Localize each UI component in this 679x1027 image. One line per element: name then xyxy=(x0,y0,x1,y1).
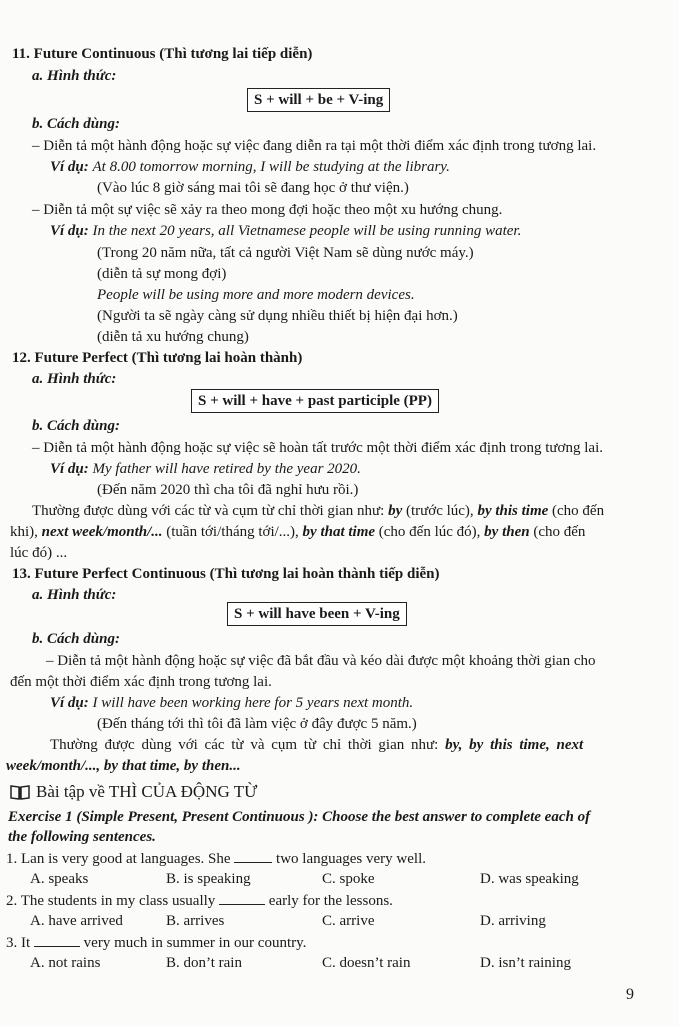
question-text: 1. Lan is very good at languages. She xyxy=(6,851,231,867)
q1-option-b: B. is speaking xyxy=(166,871,251,887)
signal-text: (cho đến xyxy=(533,524,586,540)
signal-text: Thường được dùng với các từ và cụm từ chỉ thời gian như: xyxy=(32,503,385,519)
question-1 xyxy=(6,848,426,869)
example-english: My father will have retired by the year 2020. xyxy=(92,461,361,477)
q1-option-a: A. speaks xyxy=(30,871,89,887)
signal-text: khi), xyxy=(10,524,38,540)
section-12-example-1-translation: (Đến năm 2020 thì cha tôi đã nghỉ hưu rồi.) xyxy=(97,482,359,498)
q2-option-b: B. arrives xyxy=(166,913,225,929)
q1-option-d: D. was speaking xyxy=(480,871,579,887)
section-11-form-label: a. Hình thức: xyxy=(32,68,117,84)
example-label: Ví dụ: xyxy=(50,223,89,239)
section-11-example-3: People will be using more and more modern devices. xyxy=(97,287,415,303)
answer-blank xyxy=(34,932,80,947)
signal-text: (cho đến lúc đó), xyxy=(378,524,481,540)
signal-term: by that time xyxy=(302,524,376,540)
example-label: Ví dụ: xyxy=(50,695,89,711)
signal-text: (tuần tới/tháng tới/...), xyxy=(166,524,299,540)
question-text: 2. The students in my class usually xyxy=(6,893,216,909)
section-12-form-label: a. Hình thức: xyxy=(32,371,117,387)
page-number: 9 xyxy=(626,986,634,1003)
section-12-usage-label: b. Cách dùng: xyxy=(32,418,120,434)
signal-text: (trước lúc), xyxy=(405,503,474,519)
signal-term: by this time xyxy=(477,503,549,519)
question-text: very much in summer in our country. xyxy=(83,935,307,951)
section-12-signal-line-3: lúc đó) ... xyxy=(10,545,68,561)
section-11-example-3-translation: (Người ta sẽ ngày càng sử dụng nhiều thiết bị hiện đại hơn.) xyxy=(97,308,458,324)
section-13-example-1-translation: (Đến tháng tới thì tôi đã làm việc ở đây được 5 năm.) xyxy=(97,716,417,732)
section-11-formula: S + will + be + V-ing xyxy=(247,88,390,112)
example-label: Ví dụ: xyxy=(50,159,89,175)
q3-option-b: B. don’t rain xyxy=(166,955,242,971)
question-3 xyxy=(6,932,306,953)
section-11-use-2: – Diễn tả một sự việc sẽ xảy ra theo mong đợi hoặc theo một xu hướng chung. xyxy=(32,202,503,218)
section-11-example-2-translation: (Trong 20 năm nữa, tất cả người Việt Nam sẽ dùng nước máy.) xyxy=(97,245,474,261)
section-11-example-1 xyxy=(50,157,450,177)
section-11-usage-label: b. Cách dùng: xyxy=(32,116,120,132)
section-13-signal-line-2: week/month/..., by that time, by then... xyxy=(6,758,241,774)
section-13-usage-label: b. Cách dùng: xyxy=(32,631,120,647)
section-13-title: 13. Future Perfect Continuous (Thì tương lai hoàn thành tiếp diễn) xyxy=(12,566,440,582)
signal-term: by xyxy=(388,503,403,519)
example-label: Ví dụ: xyxy=(50,461,89,477)
exercise-1-title-b: the following sentences. xyxy=(8,829,156,845)
section-11-use-1: – Diễn tả một hành động hoặc sự việc đang diễn ra tại một thời điểm xác định trong tương lai. xyxy=(32,138,597,154)
example-english: In the next 20 years, all Vietnamese people will be using running water. xyxy=(92,223,522,239)
example-english: At 8.00 tomorrow morning, I will be studying at the library. xyxy=(92,159,450,175)
signal-term: by, by this time, next xyxy=(445,737,584,753)
signal-text: (cho đến xyxy=(552,503,605,519)
section-12-signal-line-1 xyxy=(32,501,604,521)
section-13-example-1 xyxy=(50,693,413,713)
section-12-example-1 xyxy=(50,459,361,479)
exercise-heading xyxy=(10,780,257,807)
q3-option-d: D. isn’t raining xyxy=(480,955,571,971)
section-13-form-label: a. Hình thức: xyxy=(32,587,117,603)
section-11-title: 11. Future Continuous (Thì tương lai tiếp diễn) xyxy=(12,46,313,62)
signal-text: Thường được dùng với các từ và cụm từ chỉ thời gian như: xyxy=(50,737,439,753)
book-icon xyxy=(10,783,30,807)
q2-option-d: D. arriving xyxy=(480,913,546,929)
q1-option-c: C. spoke xyxy=(322,871,375,887)
section-13-use-1b: đến một thời điểm xác định trong tương lai. xyxy=(10,674,272,690)
section-12-formula: S + will + have + past participle (PP) xyxy=(191,389,439,413)
section-11-example-2 xyxy=(50,221,521,241)
question-2 xyxy=(6,890,393,911)
q2-option-c: C. arrive xyxy=(322,913,375,929)
signal-term: next week/month/... xyxy=(41,524,163,540)
section-11-example-3-note: (diễn tả xu hướng chung) xyxy=(97,329,249,345)
question-text: 3. It xyxy=(6,935,31,951)
section-13-use-1a: – Diễn tả một hành động hoặc sự việc đã bắt đầu và kéo dài được một khoảng thời gian cho xyxy=(46,653,596,669)
section-12-use-1: – Diễn tả một hành động hoặc sự việc sẽ hoàn tất trước một thời điểm xác định trong tương lai. xyxy=(32,440,603,456)
section-12-title: 12. Future Perfect (Thì tương lai hoàn thành) xyxy=(12,350,303,366)
section-11-example-2-note: (diễn tả sự mong đợi) xyxy=(97,266,227,282)
answer-blank xyxy=(234,848,272,863)
signal-term: by then xyxy=(484,524,530,540)
q3-option-a: A. not rains xyxy=(30,955,101,971)
question-text: two languages very well. xyxy=(276,851,426,867)
section-13-signal-line-1 xyxy=(50,735,583,755)
q2-option-a: A. have arrived xyxy=(30,913,123,929)
section-13-formula: S + will have been + V-ing xyxy=(227,602,407,626)
exercise-heading-text: Bài tập về THÌ CỦA ĐỘNG TỪ xyxy=(36,782,258,801)
q3-option-c: C. doesn’t rain xyxy=(322,955,411,971)
section-12-signal-line-2 xyxy=(10,522,585,542)
example-english: I will have been working here for 5 years next month. xyxy=(92,695,414,711)
question-text: early for the lessons. xyxy=(268,893,393,909)
section-11-example-1-translation: (Vào lúc 8 giờ sáng mai tôi sẽ đang học ở thư viện.) xyxy=(97,180,409,196)
answer-blank xyxy=(219,890,265,905)
exercise-1-title-a: Exercise 1 (Simple Present, Present Continuous ): Choose the best answer to complete each of xyxy=(8,809,591,825)
